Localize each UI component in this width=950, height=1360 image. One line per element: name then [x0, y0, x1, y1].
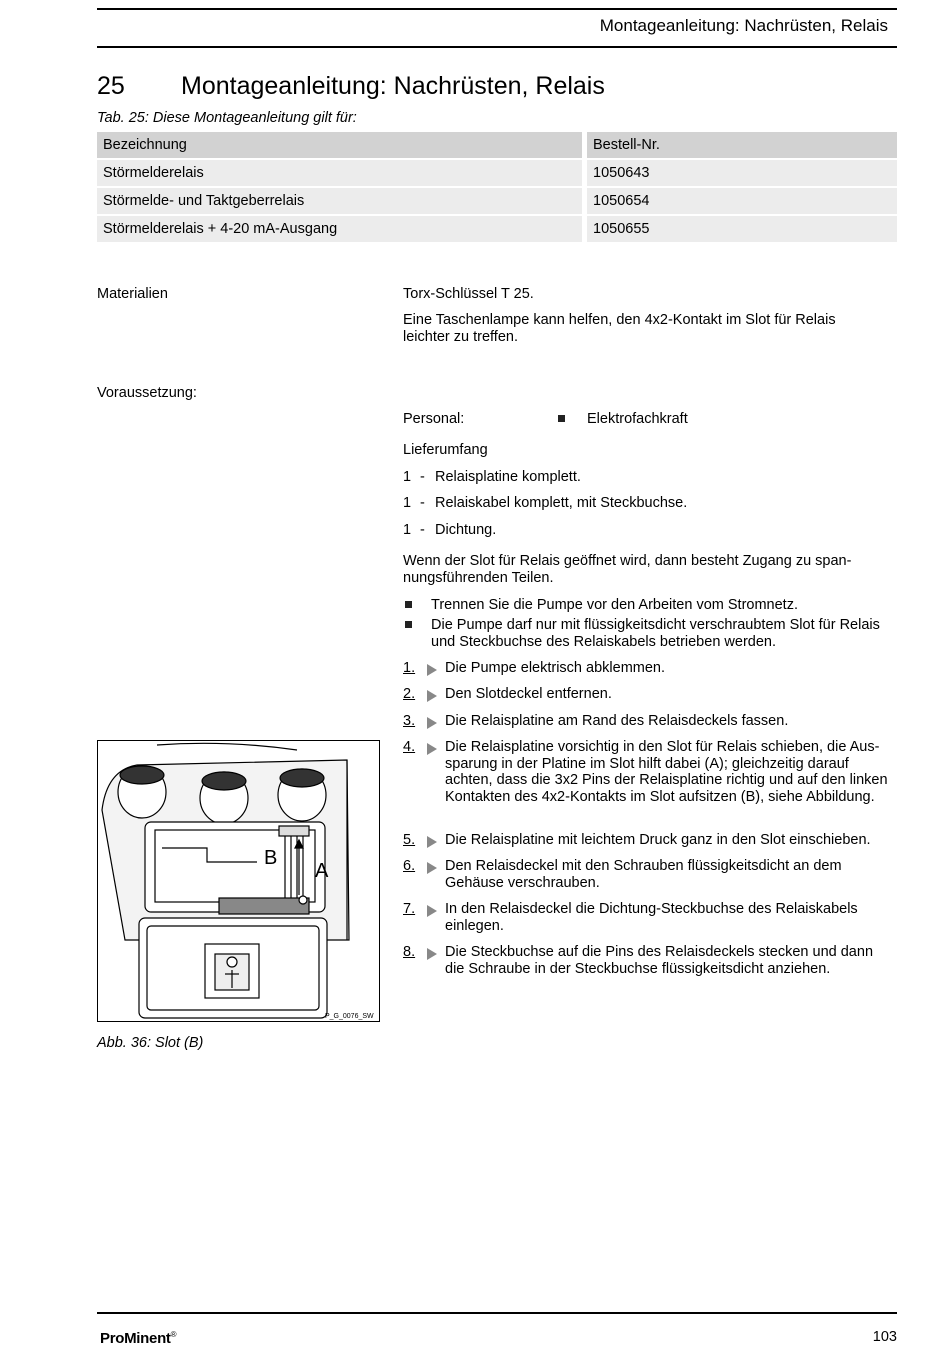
table-row — [97, 216, 897, 242]
bullet-square-icon — [405, 601, 412, 608]
step-arrow-icon — [427, 836, 437, 848]
table-cell: Störmelderelais — [97, 160, 587, 186]
step-text: In den Relaisdeckel die Dichtung-Steckbuchse des Relaiskabels einlegen. — [445, 901, 858, 934]
chapter-number: 25 — [97, 72, 125, 100]
step-arrow-icon — [427, 862, 437, 874]
step-text: Die Relaisplatine vorsichtig in den Slot für Relais schieben, die Aus- sparung in der Platine im Slot hilft dabei (A); gleichzeitig darauf achten, dass die 3x2 Pins der Relaisplatine richtig und auf den linken Kontakten des 4x2-Kontakts im Slot aufsitzen (B), siehe Abbildung. — [445, 739, 888, 805]
bullet-text: Die Pumpe darf nur mit flüssigkeitsdicht verschraubtem Slot für Relais und Steckbuchse des Relaiskabels betrieben werden. — [431, 617, 880, 650]
scope-dash: - — [420, 495, 425, 511]
step-number: 4. — [403, 739, 416, 755]
scope-dash: - — [420, 522, 425, 538]
table-cell: Störmelde- und Taktgeberrelais — [97, 188, 587, 214]
chapter-title: Montageanleitung: Nachrüsten, Relais — [181, 72, 605, 100]
scope-qty: 1 — [403, 522, 412, 538]
table-row — [97, 160, 897, 186]
step-number: 5. — [403, 832, 416, 848]
brand-name: ProMinent — [100, 1330, 171, 1347]
header-top-rule — [97, 8, 897, 10]
figure-label-a: A — [315, 860, 329, 882]
step-arrow-icon — [427, 690, 437, 702]
relay-slot-figure — [97, 740, 380, 1022]
table-header-row — [97, 132, 897, 158]
step-text: Die Relaisplatine mit leichtem Druck ganz in den Slot einschieben. — [445, 832, 871, 848]
warning-text: Wenn der Slot für Relais geöffnet wird, dann besteht Zugang zu span- nungsführenden Teilen. — [403, 553, 852, 586]
relay-slot — [145, 822, 325, 914]
step-text: Die Relaisplatine am Rand des Relaisdeckels fassen. — [445, 713, 789, 729]
step-number: 2. — [403, 686, 416, 702]
bullet-text: Trennen Sie die Pumpe vor den Arbeiten vom Stromnetz. — [431, 597, 798, 613]
scope-item: Relaisplatine komplett. — [435, 469, 581, 485]
scope-item: Relaiskabel komplett, mit Steckbuchse. — [435, 495, 688, 511]
personnel-label: Personal: — [403, 411, 465, 427]
table-header-cell: Bestell-Nr. — [587, 132, 897, 158]
order-table — [97, 130, 897, 244]
bullet-square-icon — [405, 621, 412, 628]
scope-item: Dichtung. — [435, 522, 497, 538]
table-cell: 1050655 — [587, 216, 897, 242]
table-row — [97, 188, 897, 214]
step-number: 6. — [403, 858, 416, 874]
materials-label: Materialien — [97, 286, 168, 302]
materials-line: Torx-Schlüssel T 25. — [403, 286, 534, 302]
table-cell: 1050654 — [587, 188, 897, 214]
step-arrow-icon — [427, 905, 437, 917]
figure-caption: Abb. 36: Slot (B) — [97, 1035, 204, 1051]
step-number: 7. — [403, 901, 416, 917]
step-text: Die Steckbuchse auf die Pins des Relaisdeckels stecken und dann die Schraube in der Steckbuchse flüssigkeitsdicht anziehen. — [445, 944, 874, 977]
bullet-square-icon — [558, 415, 565, 422]
personnel-value: Elektrofachkraft — [587, 411, 688, 427]
step-text: Den Slotdeckel entfernen. — [445, 686, 612, 702]
step-arrow-icon — [427, 717, 437, 729]
step-text: Den Relaisdeckel mit den Schrauben flüssigkeitsdicht an dem Gehäuse verschrauben. — [445, 858, 842, 891]
knob-middle — [200, 772, 248, 824]
figure-label-b: B — [264, 847, 278, 869]
table-caption: Tab. 25: Diese Montageanleitung gilt für: — [97, 110, 357, 126]
footer-rule — [97, 1312, 897, 1314]
relay-cover — [139, 918, 327, 1018]
step-arrow-icon — [427, 664, 437, 676]
scope-qty: 1 — [403, 469, 412, 485]
page-number: 103 — [872, 1329, 897, 1345]
step-text: Die Pumpe elektrisch abklemmen. — [445, 660, 666, 676]
scope-dash: - — [420, 469, 425, 485]
table-cell: 1050643 — [587, 160, 897, 186]
figure-code: P_G_0076_SW — [325, 1013, 374, 1020]
table-header-cell: Bezeichnung — [97, 132, 587, 158]
running-header: Montageanleitung: Nachrüsten, Relais — [599, 16, 888, 35]
knob-left — [118, 766, 166, 818]
knob-right — [278, 769, 326, 821]
registered-mark: ® — [170, 1330, 177, 1339]
materials-line: Eine Taschenlampe kann helfen, den 4x2-Kontakt im Slot für Relais leichter zu treffen. — [403, 312, 836, 345]
step-number: 8. — [403, 944, 416, 960]
scope-qty: 1 — [403, 495, 412, 511]
step-number: 1. — [403, 660, 416, 676]
step-number: 3. — [403, 713, 416, 729]
table-cell: Störmelderelais + 4-20 mA-Ausgang — [97, 216, 587, 242]
step-arrow-icon — [427, 948, 437, 960]
header-bottom-rule — [97, 46, 897, 48]
scope-label: Lieferumfang — [403, 442, 488, 458]
step-arrow-icon — [427, 743, 437, 755]
prerequisites-label: Voraussetzung: — [97, 385, 197, 401]
brand-logo — [100, 1330, 176, 1347]
